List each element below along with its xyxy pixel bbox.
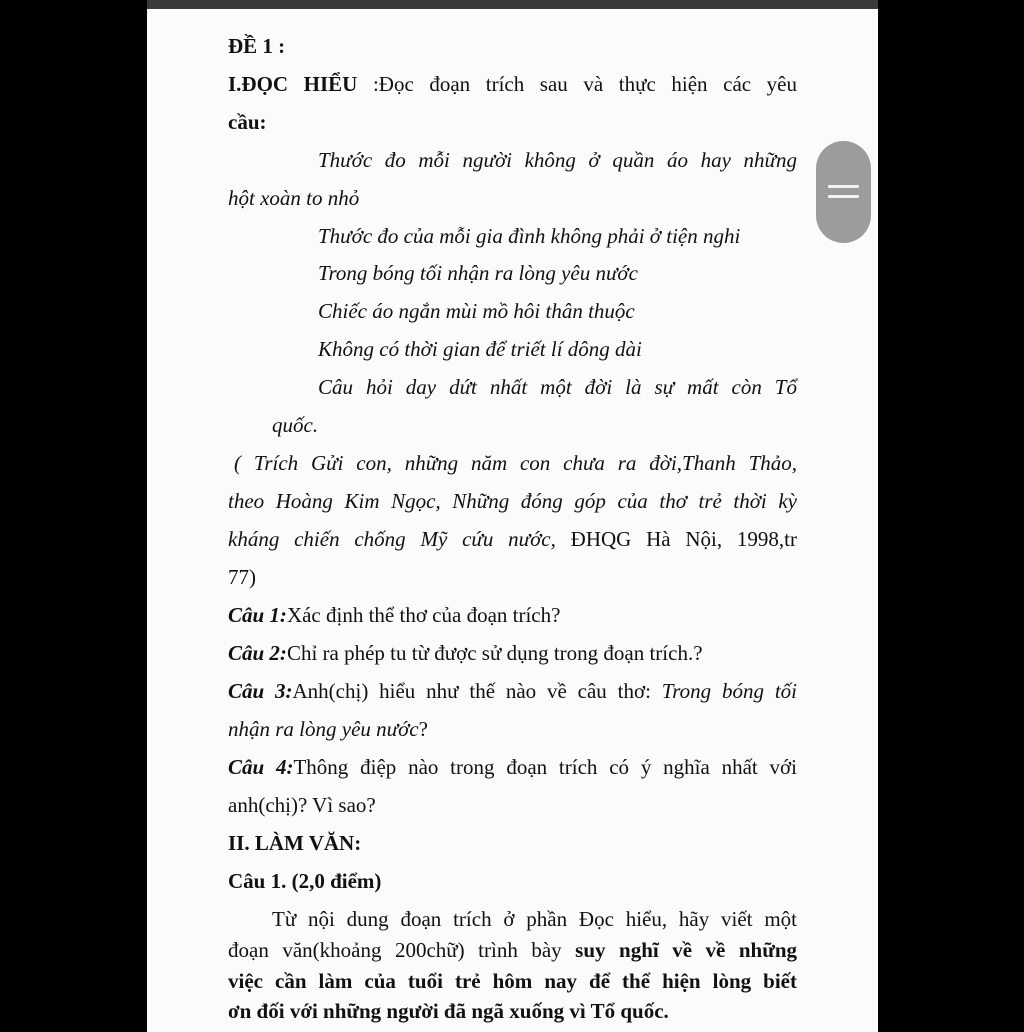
- question-3-cont: nhận ra lòng yêu nước?: [228, 717, 428, 741]
- poem-line-2: hột xoàn to nhỏ: [228, 186, 360, 210]
- task-line-4: ơn đối với những người đã ngã xuống vì Tổ quốc.: [228, 999, 669, 1023]
- question-4-cont: anh(chị)? Vì sao?: [228, 793, 376, 817]
- source-line-1: ( Trích Gửi con, những năm con chưa ra đời,Thanh Thảo,: [234, 451, 797, 475]
- section2-heading: II. LÀM VĂN:: [228, 831, 362, 855]
- poem-line-4: Trong bóng tối nhận ra lòng yêu nước: [318, 261, 638, 285]
- task-line-3: việc cần làm của tuổi trẻ hôm nay để thể hiện lòng biết: [228, 969, 797, 993]
- section1-heading: I.ĐỌC HIỂU :Đọc đoạn trích sau và thực hiện các yêu: [228, 72, 797, 96]
- scroll-grip-line-top: [828, 185, 859, 188]
- poem-line-5: Chiếc áo ngắn mùi mồ hôi thân thuộc: [318, 299, 635, 323]
- task-line-2: đoạn văn(khoảng 200chữ) trình bày suy nghĩ về về những: [228, 938, 797, 962]
- poem-line-8: quốc.: [272, 413, 319, 437]
- question-3: Câu 3:Anh(chị) hiểu như thế nào về câu thơ: Trong bóng tối: [228, 679, 797, 703]
- section1-heading-cont: cầu:: [228, 110, 267, 134]
- top-bar: [147, 0, 878, 9]
- source-line-3: kháng chiến chống Mỹ cứu nước, ĐHQG Hà Nội, 1998,tr: [228, 527, 797, 551]
- poem-line-3: Thước đo của mỗi gia đình không phải ở tiện nghi: [318, 224, 741, 248]
- document-page[interactable]: [147, 0, 878, 1032]
- exam-title: ĐỀ 1 :: [228, 34, 286, 58]
- fast-scroll-handle[interactable]: [816, 141, 871, 243]
- poem-line-1: Thước đo mỗi người không ở quần áo hay những: [318, 148, 797, 172]
- question-1: Câu 1:Xác định thể thơ của đoạn trích?: [228, 603, 561, 627]
- source-line-2: theo Hoàng Kim Ngọc, Những đóng góp của thơ trẻ thời kỳ: [228, 489, 797, 513]
- question-4: Câu 4:Thông điệp nào trong đoạn trích có ý nghĩa nhất với: [228, 755, 797, 779]
- source-line-4: 77): [228, 565, 256, 589]
- question-2: Câu 2:Chỉ ra phép tu từ được sử dụng trong đoạn trích.?: [228, 641, 703, 665]
- task-heading: Câu 1. (2,0 điểm): [228, 869, 382, 893]
- poem-line-7: Câu hỏi day dứt nhất một đời là sự mất còn Tổ: [318, 375, 797, 399]
- poem-line-6: Không có thời gian để triết lí dông dài: [318, 337, 642, 361]
- scroll-grip-line-bottom: [828, 195, 859, 198]
- task-line-1: Từ nội dung đoạn trích ở phần Đọc hiểu, hãy viết một: [272, 907, 797, 931]
